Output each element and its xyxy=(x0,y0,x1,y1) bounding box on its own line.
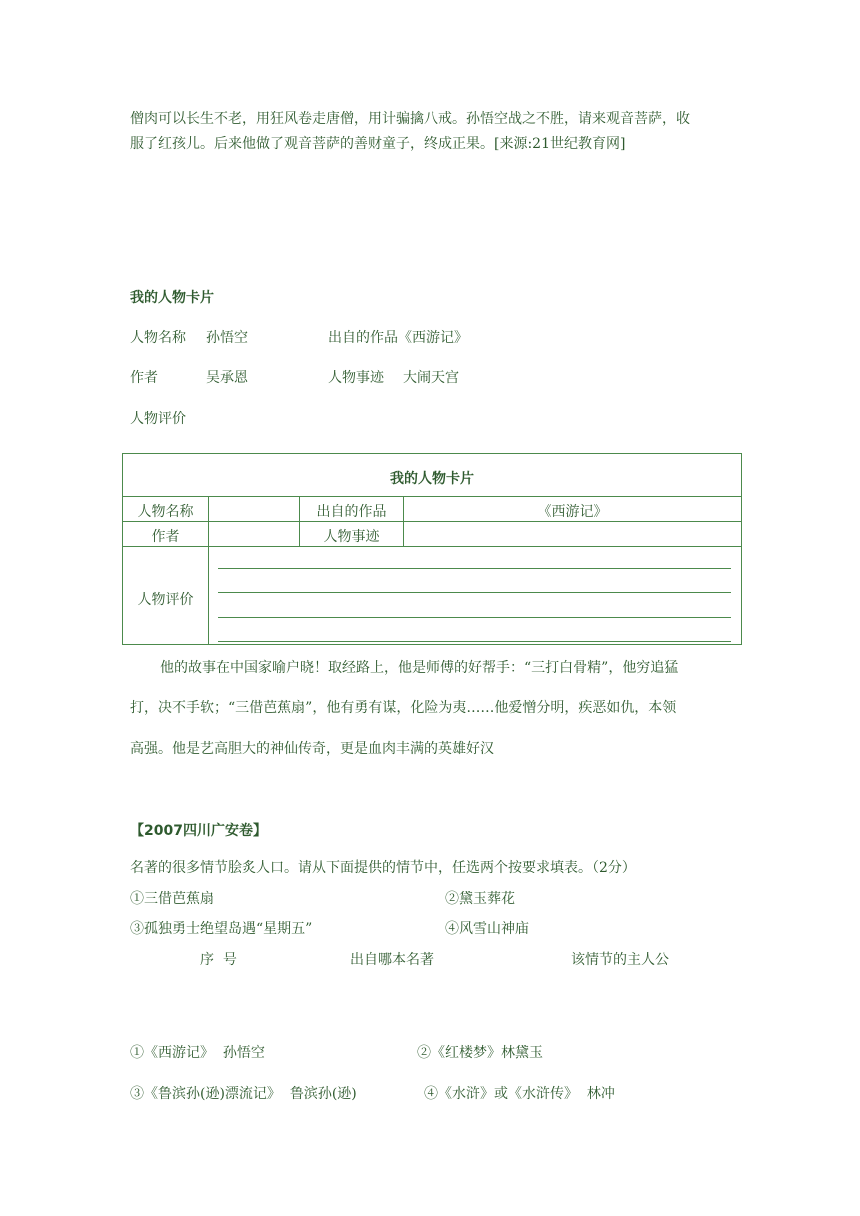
option-1: ①三借芭蕉扇 xyxy=(130,891,214,907)
divider xyxy=(123,521,741,522)
question-prompt: 名著的很多情节脍炙人口。请从下面提供的情节中，任选两个按要求填表。（2分） xyxy=(130,860,636,876)
answer-2: ②《红楼梦》林黛玉 xyxy=(417,1045,543,1061)
deed-value: 大闹天宫 xyxy=(403,370,459,386)
header-index: 序 号 xyxy=(200,952,237,968)
character-card-table xyxy=(122,453,742,645)
work-value: 《西游记》 xyxy=(398,330,468,346)
name-label: 人物名称 xyxy=(130,330,186,346)
card-table-title: 我的人物卡片 xyxy=(390,471,474,487)
header-protagonist: 该情节的主人公 xyxy=(571,952,669,968)
table-name-label: 人物名称 xyxy=(137,504,194,520)
answer-4: ④《水浒》或《水浒传》 林冲 xyxy=(424,1086,615,1102)
answer-line-3: 高强。他是艺高胆大的神仙传奇，更是血肉丰满的英雄好汉 xyxy=(130,741,494,757)
header-book: 出自哪本名著 xyxy=(350,952,434,968)
work-label: 出自的作品 xyxy=(328,330,398,346)
table-work-label: 出自的作品 xyxy=(316,504,387,520)
table-deed-label: 人物事迹 xyxy=(323,529,380,545)
author-value: 吴承恩 xyxy=(206,370,248,386)
eval-label: 人物评价 xyxy=(130,411,186,427)
card-heading: 我的人物卡片 xyxy=(130,290,214,306)
table-work-value: 《西游记》 xyxy=(537,504,608,520)
table-eval-label: 人物评价 xyxy=(137,592,194,608)
writing-line xyxy=(218,617,731,618)
writing-line xyxy=(218,641,731,642)
author-label: 作者 xyxy=(130,370,158,386)
writing-line xyxy=(218,568,731,569)
answer-line-1: 他的故事在中国家喻户晓！取经路上，他是师傅的好帮手：“三打白骨精”，他穷追猛 xyxy=(160,660,679,676)
writing-line xyxy=(218,592,731,593)
option-4: ④风雪山神庙 xyxy=(445,921,529,937)
table-author-label: 作者 xyxy=(151,529,180,545)
answer-line-2: 打，决不手软；“三借芭蕉扇”，他有勇有谋，化险为夷……他爱憎分明，疾恶如仇，本领 xyxy=(130,700,677,716)
question-heading: 【2007四川广安卷】 xyxy=(130,823,267,839)
answer-3: ③《鲁滨孙(逊)漂流记》 鲁滨孙(逊) xyxy=(130,1086,357,1102)
divider xyxy=(123,546,741,547)
divider xyxy=(208,496,209,644)
name-value: 孙悟空 xyxy=(206,330,248,346)
intro-line-1: 僧肉可以长生不老，用狂风卷走唐僧，用计骗擒八戒。孙悟空战之不胜，请来观音菩萨，收 xyxy=(130,111,690,127)
option-3: ③孤独勇士绝望岛遇“星期五” xyxy=(130,921,313,937)
divider xyxy=(123,496,741,497)
deed-label: 人物事迹 xyxy=(328,370,384,386)
answer-1: ①《西游记》 孙悟空 xyxy=(130,1045,265,1061)
intro-line-2: 服了红孩儿。后来他做了观音菩萨的善财童子，终成正果。[来源:21世纪教育网] xyxy=(130,136,626,152)
option-2: ②黛玉葬花 xyxy=(445,891,515,907)
